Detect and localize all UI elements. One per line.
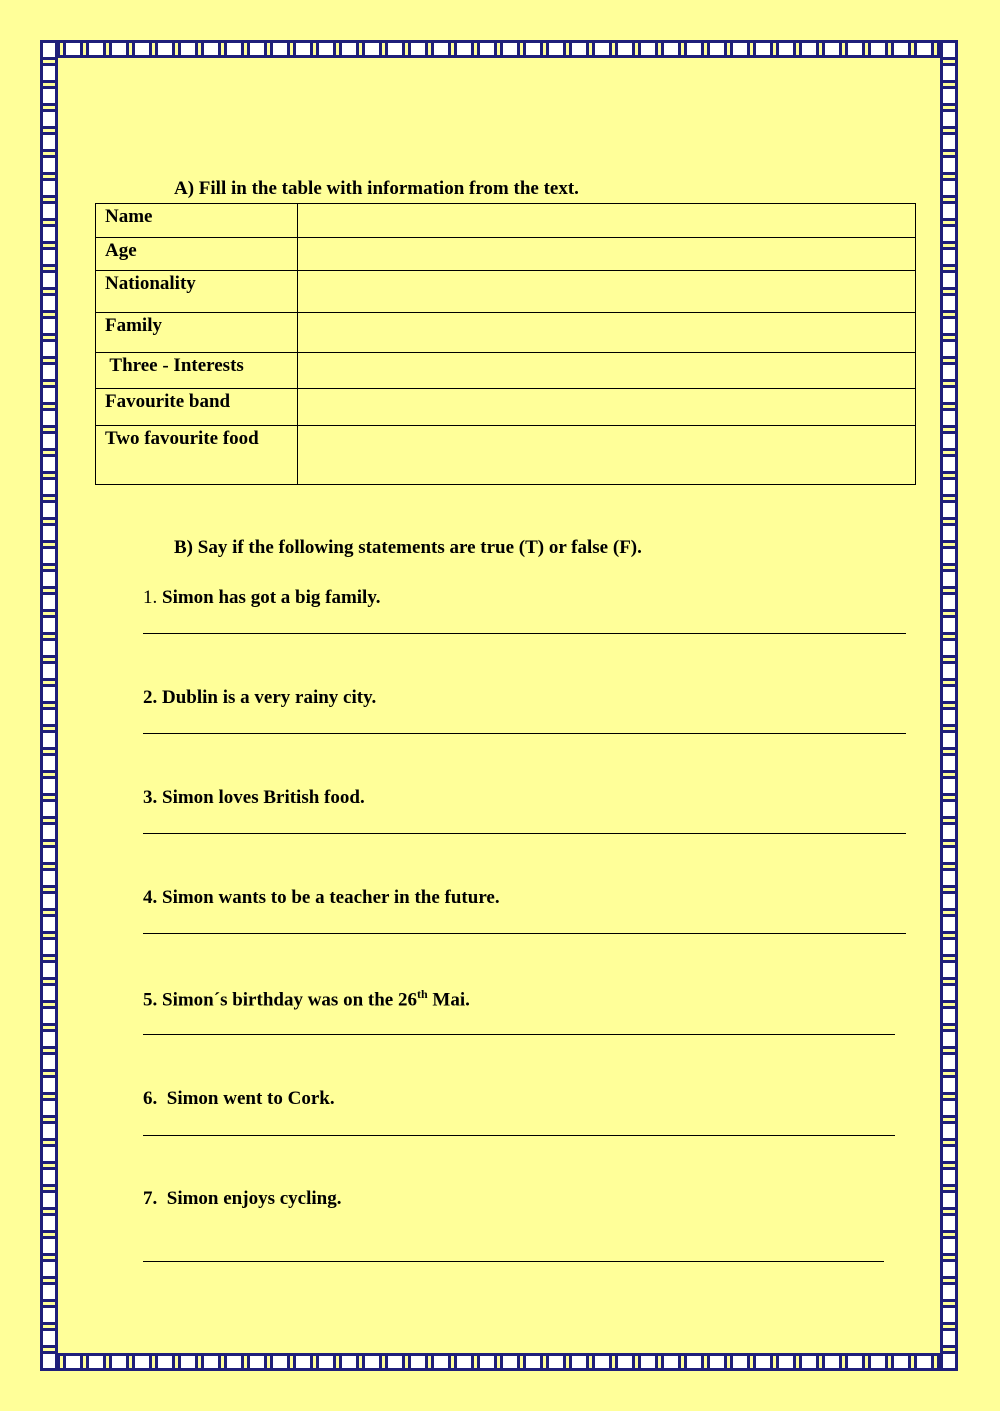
row-label: Two favourite food <box>96 426 298 485</box>
statement-text: Simon has got a big family. <box>162 587 381 608</box>
answer-line-1[interactable] <box>143 633 906 634</box>
answer-line-7[interactable] <box>143 1261 884 1262</box>
statement-5 <box>143 987 470 1011</box>
statement-3 <box>143 787 365 809</box>
statement-number: 4. <box>143 887 158 908</box>
statement-text-end: Mai. <box>427 989 470 1011</box>
statement-number: 5. <box>143 989 158 1011</box>
answer-line-4[interactable] <box>143 933 906 934</box>
decorative-border-bottom <box>40 1353 958 1371</box>
statement-number: 3. <box>143 787 158 808</box>
statement-number: 6. <box>143 1088 158 1109</box>
decorative-border-top <box>40 40 958 58</box>
answer-line-3[interactable] <box>143 833 906 834</box>
ordinal-suffix: th <box>416 987 428 1001</box>
answer-cell[interactable] <box>298 389 916 426</box>
statement-text: Simon enjoys cycling. <box>162 1188 342 1209</box>
statement-text: Simon loves British food. <box>162 787 365 808</box>
answer-cell[interactable] <box>298 353 916 389</box>
statement-text: Simon´s birthday was on the 26 <box>162 989 417 1011</box>
table-row <box>96 353 916 389</box>
answer-cell[interactable] <box>298 238 916 271</box>
statement-number: 2. <box>143 687 158 708</box>
answer-line-6[interactable] <box>143 1135 895 1136</box>
statement-1 <box>143 587 381 609</box>
row-label: Three - Interests <box>96 353 298 389</box>
decorative-border-right <box>940 40 958 1371</box>
row-label: Favourite band <box>96 389 298 426</box>
decorative-border-left <box>40 40 58 1371</box>
info-table <box>95 203 916 485</box>
row-label: Nationality <box>96 271 298 313</box>
section-b-heading: B) Say if the following statements are true (T) or false (F). <box>174 537 642 558</box>
table-row <box>96 238 916 271</box>
statement-text: Simon wants to be a teacher in the future. <box>162 887 500 908</box>
section-a-heading: A) Fill in the table with information from the text. <box>174 178 579 199</box>
statement-4 <box>143 887 500 909</box>
row-label: Family <box>96 313 298 353</box>
row-label: Age <box>96 238 298 271</box>
statement-text: Simon went to Cork. <box>162 1088 335 1109</box>
statement-7 <box>143 1188 341 1210</box>
statement-number: 1. <box>143 587 158 608</box>
answer-cell[interactable] <box>298 271 916 313</box>
answer-line-5[interactable] <box>143 1034 895 1035</box>
table-row <box>96 204 916 238</box>
answer-cell[interactable] <box>298 313 916 353</box>
answer-line-2[interactable] <box>143 733 906 734</box>
statement-number: 7. <box>143 1188 158 1209</box>
table-row <box>96 389 916 426</box>
statement-text: Dublin is a very rainy city. <box>162 687 377 708</box>
row-label: Name <box>96 204 298 238</box>
statement-2 <box>143 687 376 709</box>
table-row <box>96 426 916 485</box>
answer-cell[interactable] <box>298 426 916 485</box>
statement-6 <box>143 1088 335 1110</box>
table-row <box>96 271 916 313</box>
answer-cell[interactable] <box>298 204 916 238</box>
table-row <box>96 313 916 353</box>
